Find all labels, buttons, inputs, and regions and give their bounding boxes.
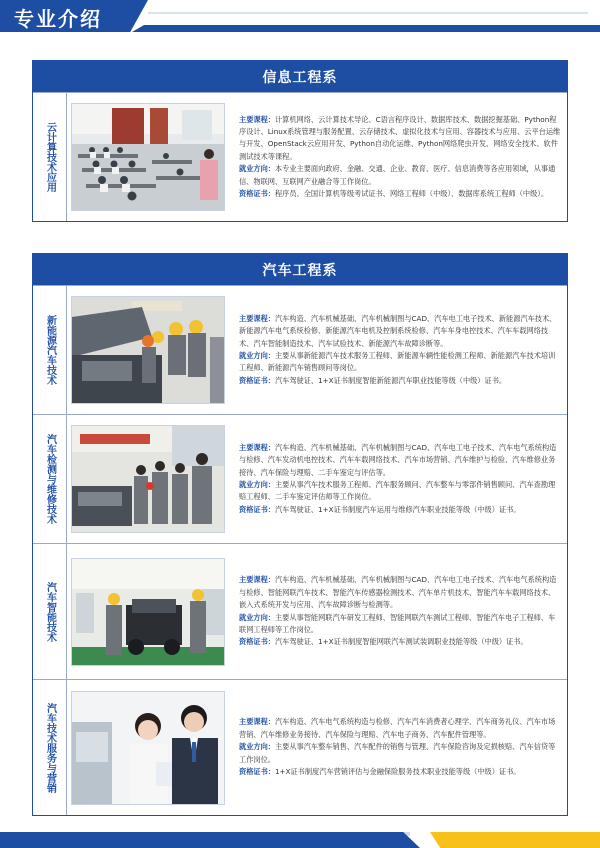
course-label: 主要课程： [239,313,275,323]
major-name-cell [33,93,67,221]
major-content [67,93,567,221]
job-paragraph [239,741,561,766]
major-description [225,114,561,201]
job-paragraph [239,612,561,637]
major-description [225,574,561,648]
department-title: 汽车工程系 [33,254,567,285]
department-title: 信息工程系 [33,61,567,92]
major-name-cell [33,680,67,815]
major-name-cell [33,415,67,543]
course-text: 汽车构造、汽车机械基础、汽车机械制图与CAD、汽车电工电子技术、新能源汽车技术、新能源汽车电气系统检修、新能源汽车电机及控制系统检修、汽车车身电控技术、汽车车载网络技术、汽车智能制造技术、汽车试验技术、新能源汽车故障诊断等。 [239,313,557,348]
cert-text: 汽车驾驶证、1+X证书制度汽车运用与维修汽车职业技能等级（中级）证书。 [274,504,521,514]
smart-vehicle-photo [71,558,225,666]
major-content [67,415,567,543]
major-name: 汽车检测与维修技术 [44,434,56,524]
cert-label: 资格证书： [239,375,275,385]
header-divider [148,12,588,14]
classroom-photo [71,103,225,211]
course-text: 汽车构造、汽车机械基础、汽车机械制图与CAD、汽车电工电子技术、汽车电气系统构造与检修、汽车发动机电控技术、汽车车载网络技术、汽车市场营销、汽车维护与检验、汽车维修业务接待、汽车保险与理赔、二手车鉴定与评估等。 [239,442,557,477]
job-label: 就业方向： [239,480,275,489]
major-row-cloud-computing [33,92,567,221]
major-description [225,716,561,778]
job-text: 主要从事新能源汽车技术服务工程师、新能源车辆性能检测工程师、新能源汽车技术培训工程师、新能源汽车销售顾问等岗位。 [239,351,556,373]
course-text: 汽车构造、汽车机械基础、汽车机械制图与CAD、汽车电工电子技术、汽车电气系统构造与检修、智能网联汽车技术、智能汽车传感器检测技术、汽车单片机技术、智能汽车车载网络技术、嵌入式系统开发与应用、汽车故障诊断与检测等。 [239,575,557,610]
cert-text: 汽车驾驶证、1+X证书制度智能新能源汽车职业技能等级（中级）证书。 [274,375,507,385]
job-text: 主要从事汽车技术服务工程师、汽车服务顾问、汽车整车与零部件销售顾问、汽车查勘理赔工程师、二手车鉴定评估师等工作岗位。 [239,480,556,502]
department-info-engineering [32,60,568,222]
footer-stripe-yellow [430,832,600,848]
department-automotive-engineering [32,253,568,816]
page-title: 专业介绍 [14,7,102,31]
cert-text: 程序员、全国计算机等级考试证书、网络工程师（中级）、数据库系统工程师（中级）。 [274,189,549,199]
header-strip [132,25,600,32]
course-paragraph [239,313,561,350]
cert-label: 资格证书： [239,504,275,514]
footer-stripe-blue [0,832,420,848]
major-name: 云计算技术应用 [44,122,56,192]
major-row-new-energy [33,285,567,414]
cert-label: 资格证书： [239,637,275,647]
footer-decoration [0,832,600,848]
cert-text: 汽车驾驶证、1+X证书制度智能网联汽车测试装调职业技能等级（中级）证书。 [274,637,528,647]
cert-paragraph [239,504,561,516]
cert-paragraph [239,766,561,778]
course-paragraph [239,716,561,741]
major-name: 汽车智能技术 [44,581,56,642]
major-content [67,680,567,815]
course-label: 主要课程： [239,442,275,452]
major-description [225,313,561,387]
cert-label: 资格证书： [239,189,275,199]
major-row-intelligent [33,543,567,679]
course-label: 主要课程： [239,114,275,124]
cert-text: 1+X证书制度汽车营销评估与金融保险服务技术职业技能等级（中级）证书。 [274,767,521,777]
course-label: 主要课程： [239,575,275,585]
job-text: 本专业主要面向政府、金融、交通、企业、教育、医疗、信息消费等各应用领域，从事通信、物联网、互联网产业融合等工作岗位。 [239,164,556,186]
course-text: 计算机网络、云计算技术导论、C语言程序设计、数据库技术、数据挖掘基础、Python程序设计、Linux系统管理与服务配置、云存储技术、虚拟化技术与应用、容器技术与应用、云平台运维与开发、OpenStack云应用开发、Python自动化运维、Python网络爬虫开发、网络安全技术、软件测试技术等课程。 [239,114,561,161]
engine-workshop-photo [71,296,225,404]
job-label: 就业方向： [239,742,275,752]
cert-label: 资格证书： [239,767,275,777]
major-name: 新能源汽车技术 [44,315,56,385]
job-label: 就业方向： [239,612,275,622]
major-content [67,286,567,414]
major-name-cell [33,286,67,414]
job-paragraph [239,479,561,504]
major-row-service-marketing [33,679,567,815]
course-paragraph [239,442,561,479]
job-paragraph [239,163,561,188]
major-name: 汽车技术服务与营销 [44,702,56,793]
major-description [225,442,561,516]
job-paragraph [239,350,561,375]
major-name-cell [33,544,67,679]
page-header [0,0,600,36]
cert-paragraph [239,636,561,648]
course-paragraph [239,114,561,164]
job-label: 就业方向： [239,351,275,360]
course-label: 主要课程： [239,717,275,727]
course-paragraph [239,574,561,611]
cert-paragraph [239,375,561,387]
sales-consultants-photo [71,691,225,805]
job-text: 主要从事汽车整车销售、汽车配件的销售与管理、汽车保险咨询及定损核赔、汽车信贷等工作岗位。 [239,742,556,764]
course-text: 汽车构造、汽车电气系统构造与检修、汽车汽车消费者心理学、汽车商务礼仪、汽车市场营销、汽车维修业务接待、汽车保险与理赔、汽车电子商务、汽车配件管理等。 [239,717,556,739]
job-text: 主要从事智能网联汽车研发工程师、智能网联汽车测试工程师、智能汽车电子工程师、车联网工程师等工作岗位。 [239,612,556,634]
cert-paragraph [239,188,561,200]
job-label: 就业方向： [239,164,275,174]
major-content [67,544,567,679]
major-row-inspection-repair [33,414,567,543]
repair-workshop-photo [71,425,225,533]
